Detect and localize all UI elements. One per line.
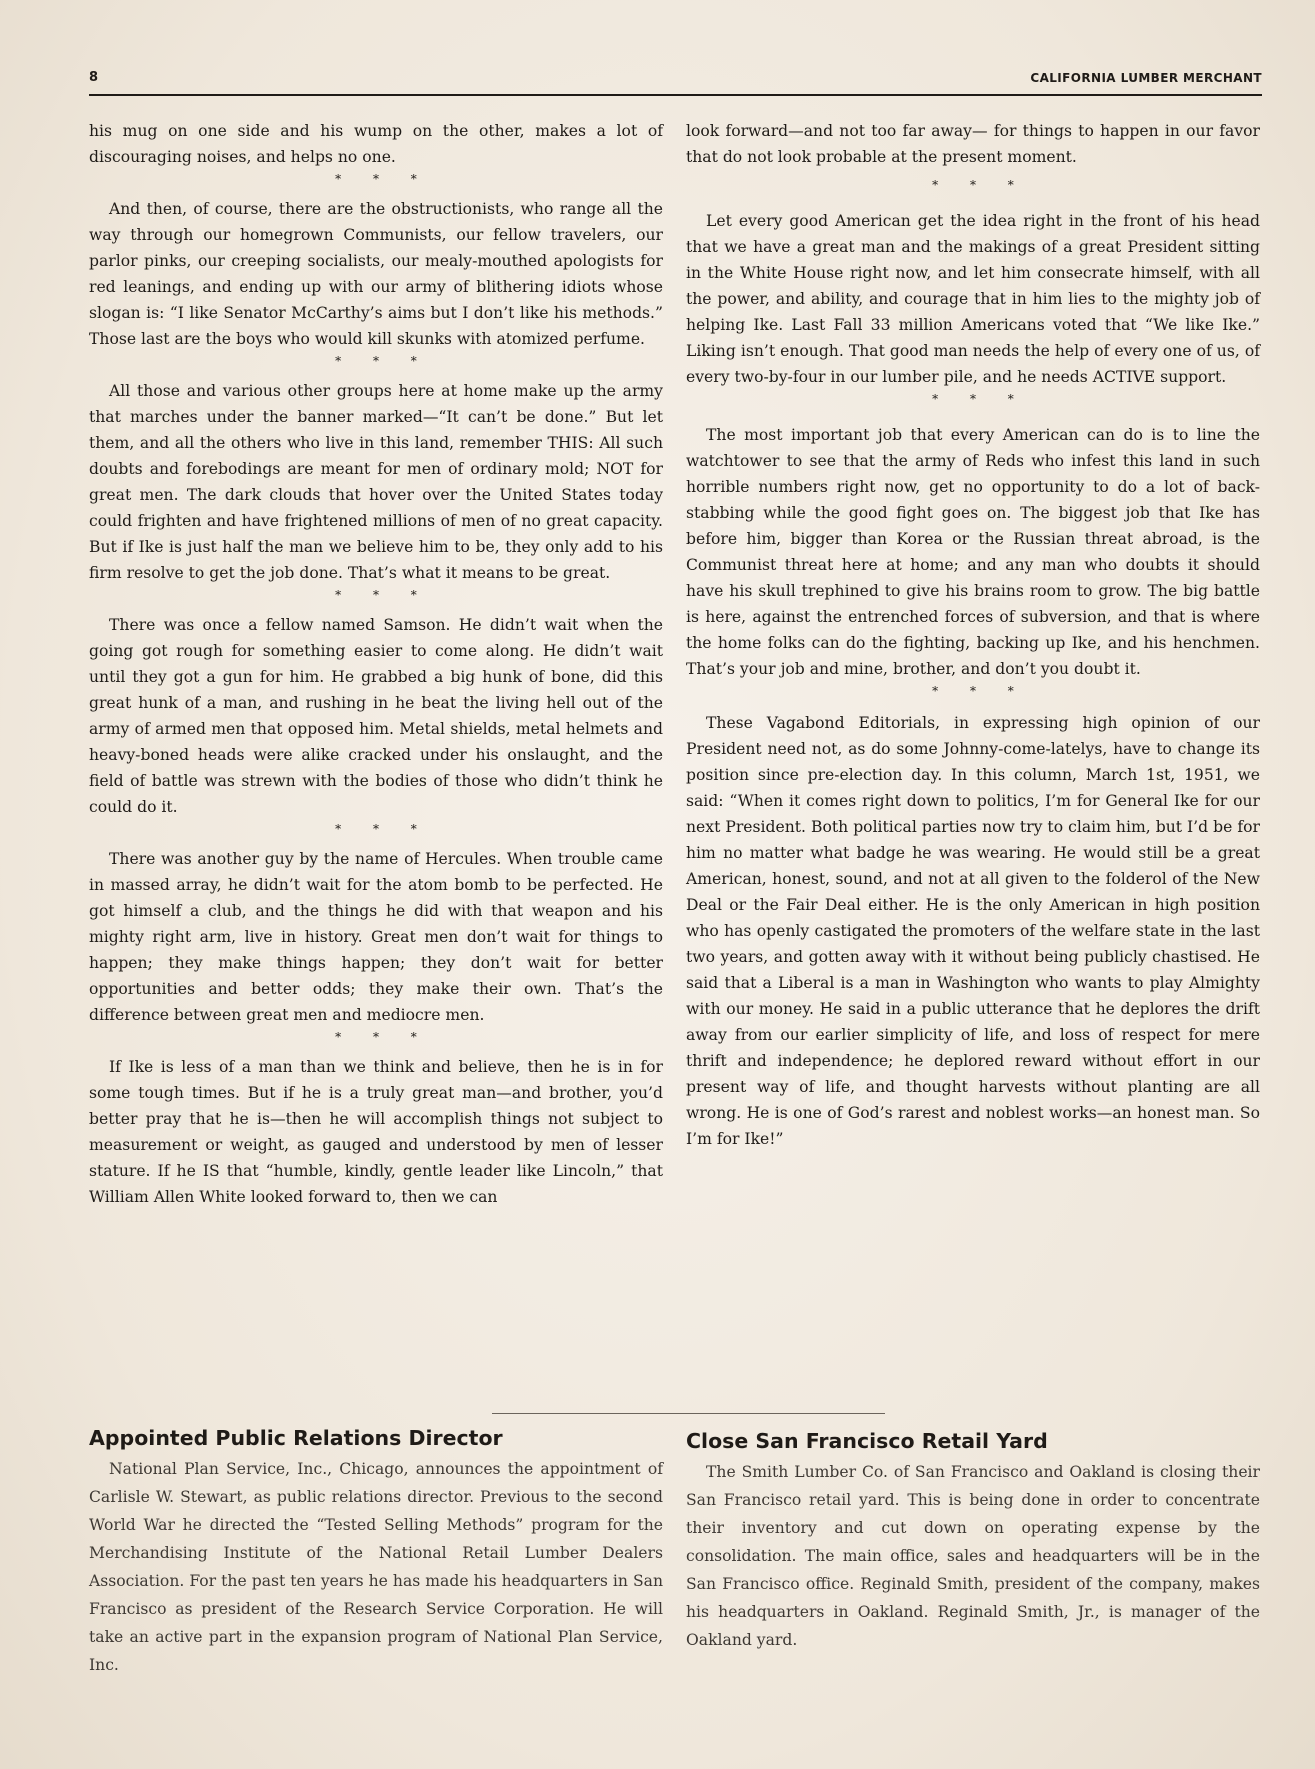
divider: [492, 1413, 885, 1414]
paragraph: All those and various other groups here at home make up the army that marches under the banner marked—“It can’t be done.” But let them, and all the others who live in this land, remember THIS: All such doubts and forebodings are meant for men of ordinary mold; NOT for great men. The dark clouds that hover over the United States today could frighten and have frightened millions of men of no great capacity. But if Ike is just half the man we believe him to be, they only add to his firm resolve to get the job done. That’s what it means to be great.: [89, 382, 663, 582]
page-header: [89, 70, 1262, 96]
section-separator: * * *: [335, 1030, 431, 1044]
news-body: The Smith Lumber Co. of San Francisco and Oakland is closing their San Francisco retail yard. This is being done in order to concentrate their inventory and cut down on operating expense by the consolidation. The main office, sales and headquarters will be in the San Francisco office. Reginald Smith, president of the company, makes his headquarters in Oakland. Reginald Smith, Jr., is manager of the Oakland yard.: [686, 1463, 1260, 1649]
news-headline: Close San Francisco Retail Yard: [686, 1429, 1048, 1453]
paragraph: And then, of course, there are the obstructionists, who range all the way through our homegrown Communists, our fellow travelers, our parlor pinks, our creeping socialists, our mealy-mouthed apologists for red leanings, and ending up with our army of blithering idiots whose slogan is: “I like Senator McCarthy’s aims but I don’t like his methods.” Those last are the boys who would kill skunks with atomized perfume.: [89, 200, 663, 348]
paragraph: There was once a fellow named Samson. He didn’t wait when the going got rough for something easier to come along. He didn’t wait until they got a gun for him. He grabbed a big hunk of bone, did this great hunk of a man, and rushing in he beat the living hell out of the army of armed men that opposed him. Metal shields, metal helmets and heavy-boned heads were alike cracked under his onslaught, and the field of battle was strewn with the bodies of those who didn’t think he could do it.: [89, 616, 663, 816]
publication-name: CALIFORNIA LUMBER MERCHANT: [1030, 71, 1262, 85]
news-body: National Plan Service, Inc., Chicago, announces the appointment of Carlisle W. Stewart, as public relations director. Previous to the second World War he directed the “Tested Selling Methods” program for the Merchandising Institute of the National Retail Lumber Dealers Association. For the past ten years he has made his headquarters in San Francisco as president of the Research Service Corporation. He will take an active part in the expansion program of National Plan Service, Inc.: [89, 1460, 663, 1674]
section-separator: * * *: [932, 684, 1028, 698]
news-headline: Appointed Public Relations Director: [89, 1426, 503, 1450]
paragraph: Let every good American get the idea right in the front of his head that we have a great man and the makings of a great President sitting in the White House right now, and let him consecrate himself, with all the power, and ability, and courage that in him lies to the mighty job of helping Ike. Last Fall 33 million Americans voted that “We like Ike.” Liking isn’t enough. That good man needs the help of every one of us, of every two-by-four in our lumber pile, and he needs ACTIVE support.: [686, 212, 1260, 386]
news-item-public-relations: [89, 1425, 663, 1679]
paragraph: There was another guy by the name of Hercules. When trouble came in massed array, he didn’t wait for the atom bomb to be perfected. He got himself a club, and the things he did with that weapon and his mighty right arm, live in history. Great men don’t wait for things to happen; they make things happen; they don’t wait for better opportunities and better odds; they make their own. That’s the difference between great men and mediocre men.: [89, 850, 663, 1024]
section-separator: * * *: [335, 822, 431, 836]
section-separator: * * *: [335, 588, 431, 602]
paragraph: his mug on one side and his wump on the other, makes a lot of discouraging noises, and helps no one.: [89, 122, 663, 166]
paragraph: The most important job that every American can do is to line the watchtower to see that the army of Reds who infest this land in such horrible numbers right now, get no opportunity to do a lot of back-stabbing while the good fight goes on. The biggest job that Ike has before him, bigger than Korea or the Russian threat abroad, is the Communist threat here at home; and any man who doubts it should have his skull trephined to give his brains room to grow. The big battle is here, against the entrenched forces of subversion, and that is where the home folks can do the fighting, backing up Ike, and his henchmen. That’s your job and mine, brother, and don’t you doubt it.: [686, 426, 1260, 678]
paragraph: look forward—and not too far away— for things to happen in our favor that do not look probable at the present moment.: [686, 122, 1260, 166]
section-separator: * * *: [932, 392, 1028, 406]
news-item-retail-yard: [686, 1428, 1260, 1654]
section-separator: * * *: [335, 354, 431, 368]
left-column: [89, 118, 663, 1210]
right-column: [686, 118, 1260, 1152]
section-separator: * * *: [932, 178, 1028, 192]
paragraph: These Vagabond Editorials, in expressing high opinion of our President need not, as do some Johnny-come-latelys, have to change its position since pre-election day. In this column, March 1st, 1951, we said: “When it comes right down to politics, I’m for General Ike for our next President. Both political parties now try to claim him, but I’d be for him no matter what badge he was wearing. He would still be a great American, honest, sound, and not at all given to the folderol of the New Deal or the Fair Deal either. He is the only American in high position who has openly castigated the promoters of the welfare state in the last two years, and gotten away with it without being publicly chastised. He said that a Liberal is a man in Washington who wants to play Almighty with our money. He said in a public utterance that he deplores the drift away from our earlier simplicity of life, and loss of respect for mere thrift and independence; he deplored reward without effort in our present way of life, and thought harvests without planting are all wrong. He is one of God’s rarest and noblest works—an honest man. So I’m for Ike!”: [686, 714, 1260, 1148]
page-number: 8: [89, 70, 99, 85]
paragraph: If Ike is less of a man than we think and believe, then he is in for some tough times. But if he is a truly great man—and brother, you’d better pray that he is—then he will accomplish things not subject to measurement or weight, as gauged and understood by men of lesser stature. If he IS that “humble, kindly, gentle leader like Lincoln,” that William Allen White looked forward to, then we can: [89, 1058, 663, 1206]
section-separator: * * *: [335, 172, 431, 186]
